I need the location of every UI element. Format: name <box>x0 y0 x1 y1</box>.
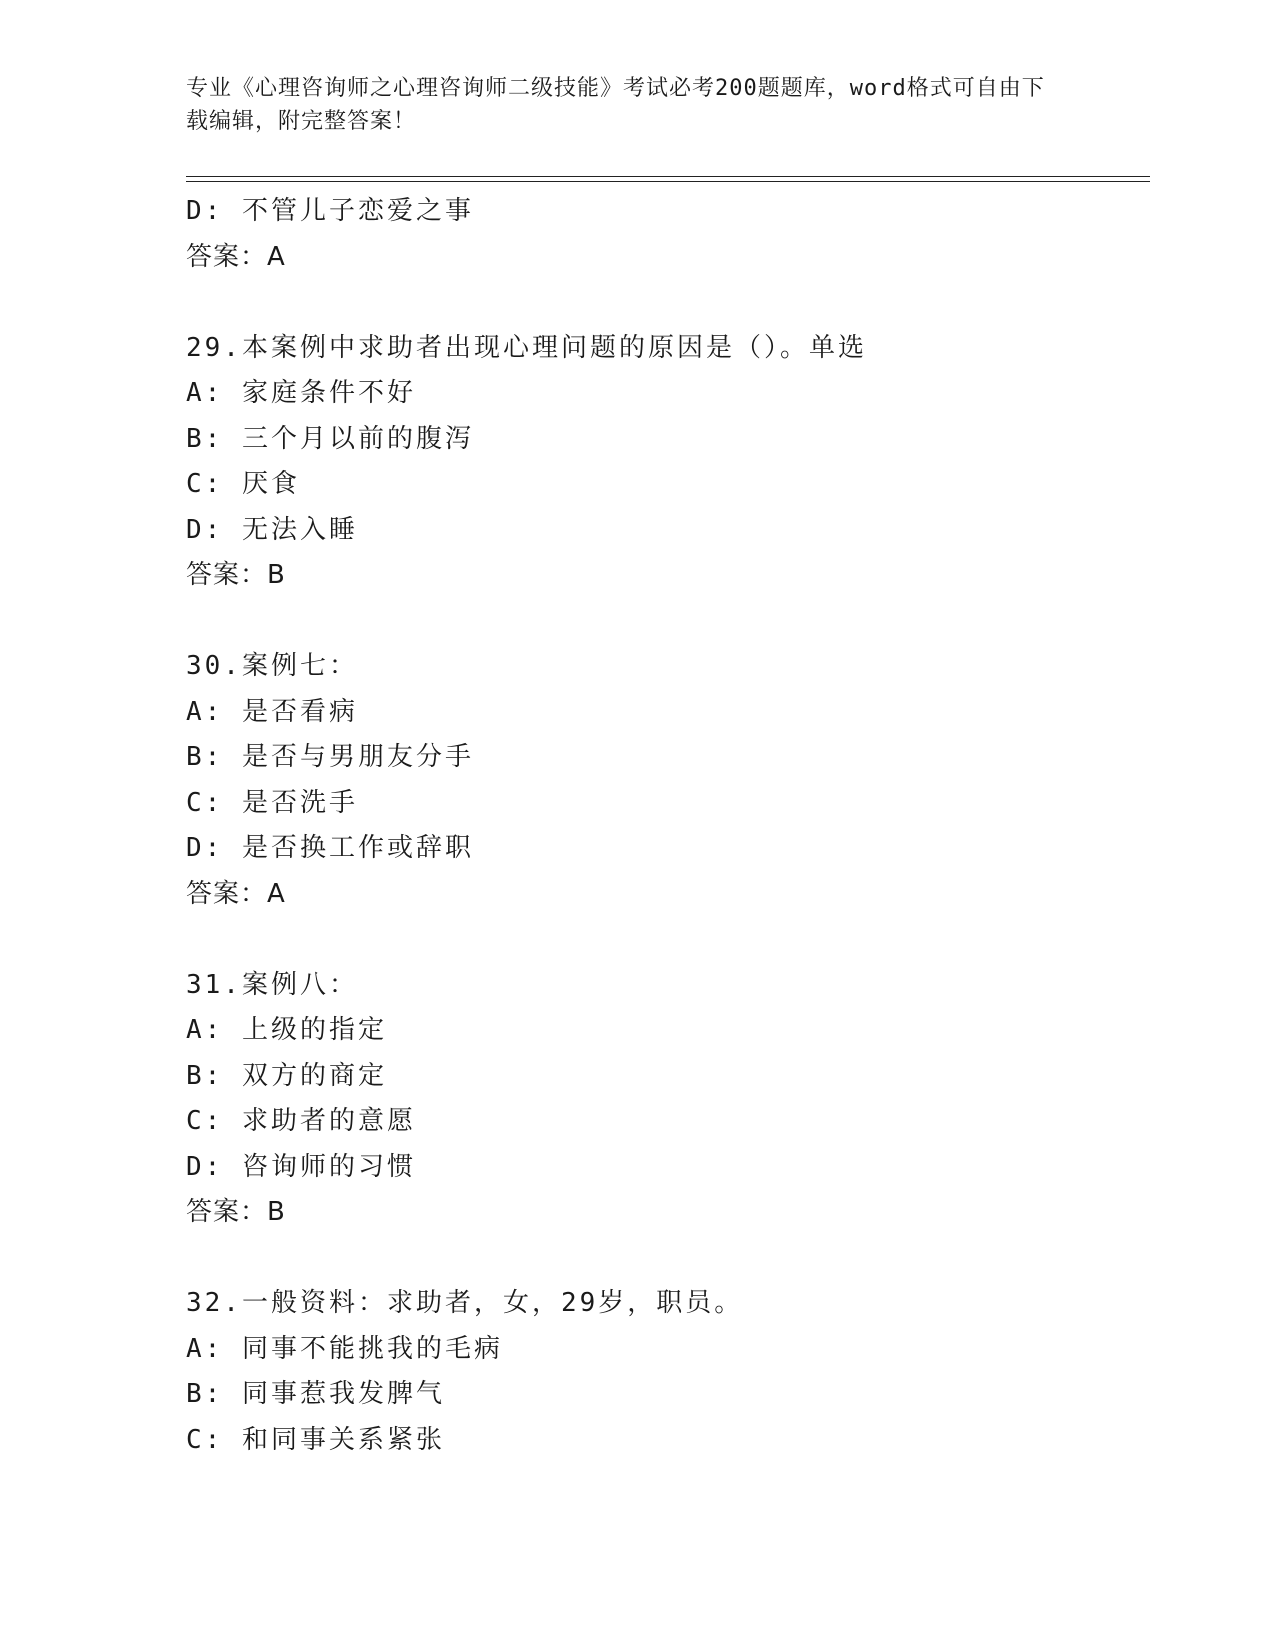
answer-line: 答案：A <box>186 878 286 909</box>
question-31 <box>186 963 1146 1236</box>
option-d: D: 不管儿子恋爱之事 <box>186 196 474 226</box>
option-b: B: 是否与男朋友分手 <box>186 742 474 772</box>
option-a: A: 家庭条件不好 <box>186 378 416 408</box>
option-c: C: 厌食 <box>186 469 300 499</box>
option-a: A: 上级的指定 <box>186 1015 387 1045</box>
question-32 <box>186 1281 1146 1463</box>
option-c: C: 和同事关系紧张 <box>186 1424 445 1455</box>
answer-line: 答案：A <box>186 241 286 272</box>
option-a: A: 同事不能挑我的毛病 <box>186 1333 503 1364</box>
document-header: 专业《心理咨询师之心理咨询师二级技能》考试必考200题题库，word格式可自由下载编辑，附完整答案！ <box>186 76 1045 134</box>
header-divider-bottom <box>186 181 1150 182</box>
option-d: D: 无法入睡 <box>186 514 358 545</box>
question-30 <box>186 644 1146 917</box>
question-stem: 32.一般资料：求助者，女，29岁，职员。 <box>186 1288 744 1318</box>
question-stem: 31.案例八： <box>186 969 358 1000</box>
question-list <box>186 189 1146 1463</box>
option-d: D: 是否换工作或辞职 <box>186 833 474 863</box>
option-c: C: 求助者的意愿 <box>186 1106 416 1136</box>
answer-line: 答案：B <box>186 560 286 590</box>
option-b: B: 同事惹我发脾气 <box>186 1379 445 1409</box>
question-29 <box>186 326 1146 599</box>
answer-line: 答案：B <box>186 1197 286 1227</box>
option-a: A: 是否看病 <box>186 696 358 727</box>
option-b: B: 三个月以前的腹泻 <box>186 423 474 454</box>
option-d: D: 咨询师的习惯 <box>186 1151 416 1182</box>
question-stem: 29.本案例中求助者出现心理问题的原因是（）。单选 <box>186 332 867 363</box>
question-stem: 30.案例七： <box>186 651 358 681</box>
option-b: B: 双方的商定 <box>186 1060 387 1091</box>
option-c: C: 是否洗手 <box>186 787 358 818</box>
header-divider-top <box>186 176 1150 177</box>
